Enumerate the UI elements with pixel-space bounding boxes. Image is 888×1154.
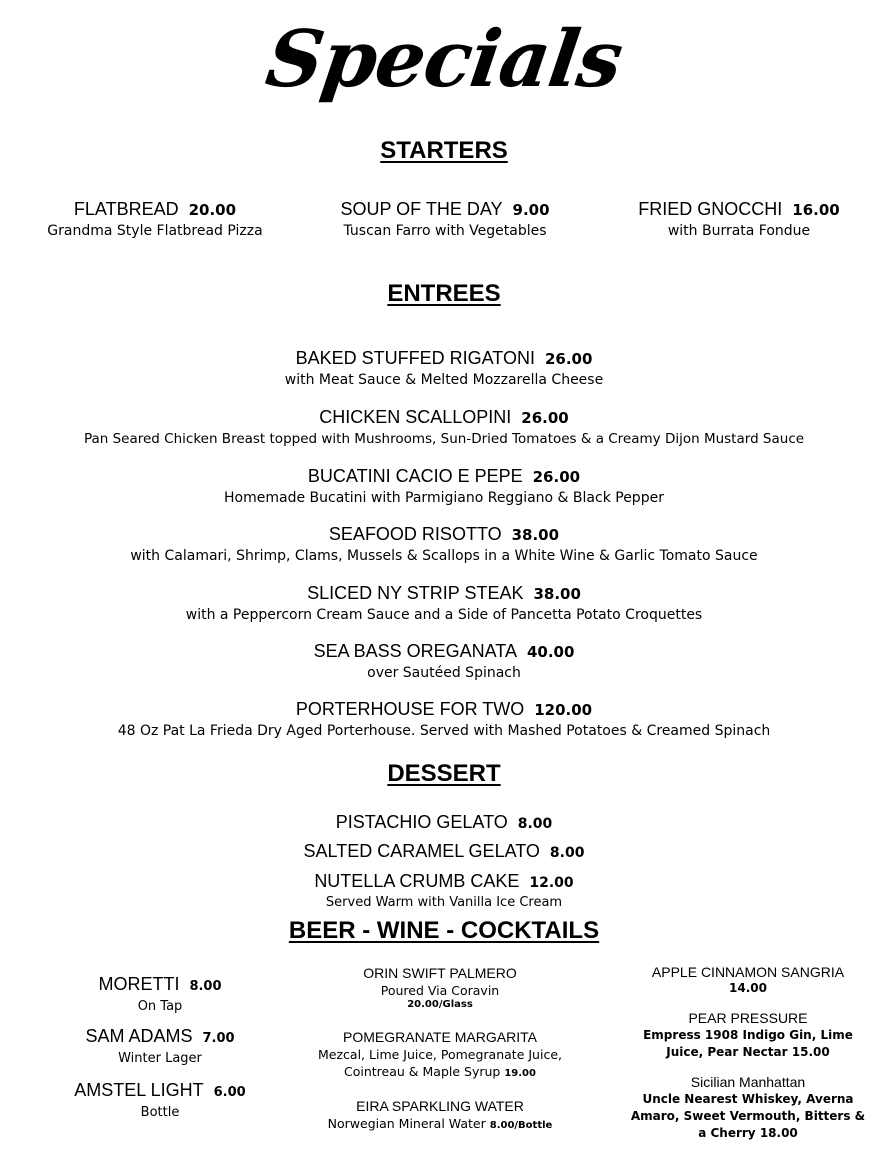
item-name: AMSTEL LIGHT [74,1080,204,1100]
cocktail-item [300,1028,580,1082]
item-description: Uncle Nearest Whiskey, Averna [642,1092,854,1106]
item-name: POMEGRANATE MARGARITA [343,1029,537,1045]
beer-item [40,973,280,1016]
item-description: Juice, Pear Nectar [666,1045,788,1059]
item-description: Poured Via Coravin [380,983,500,998]
item-name: PEAR PRESSURE [688,1010,808,1026]
entree-item [0,640,888,683]
item-description: a Cherry [698,1126,756,1140]
item-description: over Sautéed Spinach [367,665,521,681]
item-description: with Calamari, Shrimp, Clams, Mussels & Scallops in a White Wine & Garlic Tomato Sauce [130,548,758,564]
item-price: 8.00 [517,816,553,832]
item-name: FLATBREAD [73,199,179,219]
item-price: 15.00 [791,1045,830,1059]
item-description: Amaro, Sweet Vermouth, Bitters & [630,1109,866,1123]
item-price: 16.00 [792,201,840,219]
drinks-heading: BEER - WINE - COCKTAILS [288,917,600,944]
item-description: Norwegian Mineral Water [327,1116,486,1131]
item-price: 38.00 [511,526,560,544]
item-description: Homemade Bucatini with Parmigiano Reggiano & Black Pepper [224,490,664,506]
item-name: SAM ADAMS [85,1026,193,1046]
cocktail-item [606,1009,888,1061]
item-name: PISTACHIO GELATO [335,812,508,832]
starter-item [604,198,874,241]
item-name: SLICED NY STRIP STEAK [307,583,524,603]
wine-item [300,964,580,1010]
item-description: Winter Lager [118,1051,202,1066]
item-name: CHICKEN SCALLOPINI [319,407,512,427]
starter-item [20,198,290,241]
dessert-item [0,811,888,835]
item-description: On Tap [137,999,183,1014]
item-price: 8.00 [189,979,222,994]
item-price: 19.00 [504,1068,536,1079]
item-description: Grandma Style Flatbread Pizza [47,223,263,239]
item-price: 26.00 [521,409,569,427]
item-description: with Meat Sauce & Melted Mozzarella Cheese [284,372,604,388]
item-name: MORETTI [98,974,180,994]
item-price: 8.00 [549,845,585,861]
item-name: BUCATINI CACIO E PEPE [307,466,523,486]
item-name: EIRA SPARKLING WATER [356,1098,524,1114]
item-description: 48 Oz Pat La Frieda Dry Aged Porterhouse. Served with Mashed Potatoes & Creamed Spinach [117,723,771,739]
item-name: NUTELLA CRUMB CAKE [314,871,520,891]
item-price: 12.00 [529,875,574,891]
entree-item [0,347,888,390]
item-name: ORIN SWIFT PALMERO [363,965,517,981]
item-name: SEAFOOD RISOTTO [328,524,502,544]
item-name: SALTED CARAMEL GELATO [303,841,540,861]
entree-item [0,465,888,508]
dessert-item [0,870,888,911]
item-price: 26.00 [544,350,593,368]
starter-item [310,198,580,241]
item-description: Cointreau & Maple Syrup [344,1064,501,1079]
beer-item [40,1079,280,1122]
item-price: 18.00 [759,1126,798,1140]
item-description: Empress 1908 Indigo Gin, Lime [643,1028,853,1042]
item-price: 6.00 [213,1085,246,1100]
item-description: Mezcal, Lime Juice, Pomegranate Juice, [318,1047,562,1062]
item-name: BAKED STUFFED RIGATONI [295,348,535,368]
item-name: FRIED GNOCCHI [638,199,783,219]
item-price: 38.00 [533,585,581,603]
entrees-heading: ENTREES [387,280,501,307]
dessert-heading: DESSERT [387,760,501,787]
item-price: 9.00 [512,201,550,219]
beverage-item [300,1097,580,1134]
item-price: 7.00 [202,1031,235,1046]
item-description: Tuscan Farro with Vegetables [343,223,547,239]
item-name: SOUP OF THE DAY [340,199,503,219]
item-name: SEA BASS OREGANATA [313,641,517,661]
cocktail-item [606,1073,888,1142]
entree-item [0,582,888,625]
item-price: 14.00 [729,981,767,995]
item-price: 40.00 [526,643,575,661]
item-description: with Burrata Fondue [667,223,811,239]
entree-item [0,406,888,449]
item-price: 26.00 [532,468,581,486]
entree-item [0,523,888,566]
item-name: PORTERHOUSE FOR TWO [295,699,525,719]
entree-item [0,698,888,741]
item-price: 8.00/Bottle [489,1120,553,1131]
item-price: 20.00 [188,201,237,219]
dessert-item [0,840,888,864]
page-title: Specials [260,14,628,105]
item-description: with a Peppercorn Cream Sauce and a Side of Pancetta Potato Croquettes [185,607,703,623]
item-description: Pan Seared Chicken Breast topped with Mushrooms, Sun-Dried Tomatoes & a Creamy Dijon Mustard Sauce [83,431,805,447]
item-description: Bottle [140,1105,180,1120]
beer-item [40,1025,280,1068]
item-description: Served Warm with Vanilla Ice Cream [325,895,563,910]
item-name: Sicilian Manhattan [690,1074,806,1090]
starters-heading: STARTERS [380,137,508,164]
item-price: 20.00/Glass [407,999,473,1010]
item-price: 120.00 [534,701,593,719]
item-name: APPLE CINNAMON SANGRIA [651,964,845,980]
cocktail-item [606,963,888,995]
